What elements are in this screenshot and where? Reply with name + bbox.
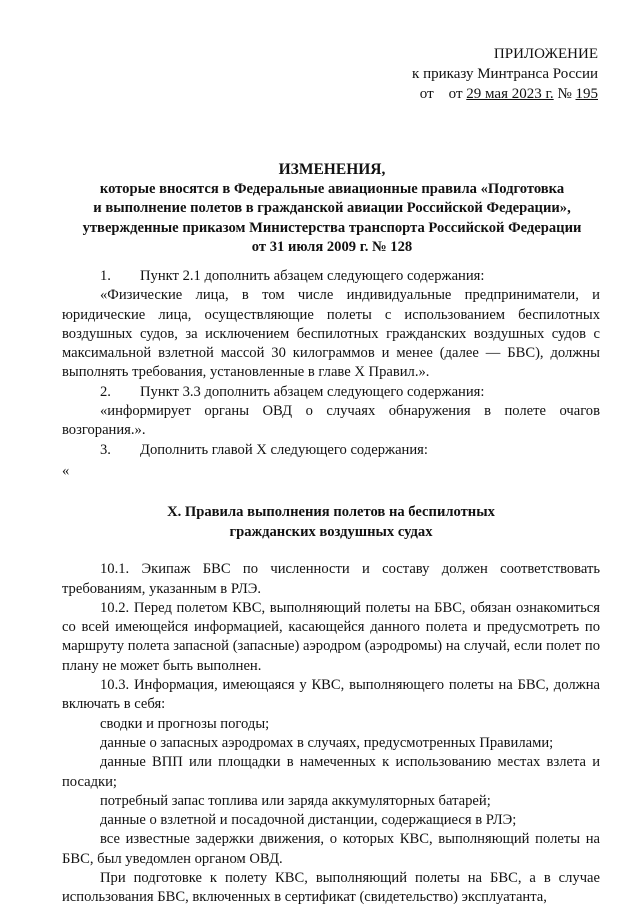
heading-line-3: утвержденные приказом Министерства транспорта Российской Федерации [82, 219, 582, 236]
item-3-text: Дополнить главой X следующего содержания: [140, 441, 428, 458]
order-number: 195 [575, 86, 598, 102]
section-title-line-2: гражданских воздушных судах [229, 523, 433, 540]
list-item: сводки и прогнозы погоды; [100, 715, 270, 732]
section-heading [62, 503, 600, 542]
appendix-date-line [412, 84, 598, 104]
list-item: данные ВПП или площадки в намеченных к использованию местах взлета и посадки; [62, 754, 600, 790]
document-body [62, 267, 600, 908]
item-2-quote: «информирует органы ОВД о случаях обнаружения в полете очагов возгорания.». [62, 403, 600, 439]
date-prefix: от [419, 86, 434, 102]
number-sign: № [557, 86, 572, 102]
date-from: от [448, 86, 463, 102]
heading-line-4: от 31 июля 2009 г. № 128 [251, 239, 413, 255]
document-heading [62, 160, 602, 258]
item-1-number: 1. [100, 268, 111, 284]
list-item: потребный запас топлива или заряда аккумуляторных батарей; [100, 792, 491, 809]
paragraph-preparation: При подготовке к полету КВС, выполняющий полеты на БВС, а в случае использования БВС, включенных в сертификат (свидетельство) эксплуатанта, [62, 870, 600, 906]
item-1-quote: «Физические лица, в том числе индивидуальные предприниматели, и юридические лица, осуществляющие полеты с использованием беспилотных воздушных судов, за исключением беспилотных гражданских воздушных судов с максимальной взлетной массой 30 килограммов и менее (далее — БВС), должны выполнять требования, установленные в главе X Правил.». [62, 287, 600, 381]
item-3 [62, 441, 600, 460]
section-title-line-1: X. Правила выполнения полетов на беспилотных [167, 504, 495, 521]
opening-quote: « [62, 462, 70, 479]
heading-line-2: и выполнение полетов в гражданской авиации Российской Федерации», [93, 200, 571, 216]
item-1 [62, 267, 600, 286]
appendix-order-line: к приказу Минтранса России [412, 66, 598, 82]
paragraph-10-1: 10.1. Экипаж БВС по численности и составу должен соответствовать требованиям, указанным в РЛЭ. [62, 561, 600, 597]
item-2-number: 2. [100, 383, 111, 400]
list-item: данные о запасных аэродромах в случаях, предусмотренных Правилами; [100, 734, 554, 751]
item-2 [62, 383, 600, 402]
list-item: данные о взлетной и посадочной дистанции, содержащиеся в РЛЭ; [100, 812, 517, 829]
heading-title: ИЗМЕНЕНИЯ, [278, 161, 386, 178]
appendix-title: ПРИЛОЖЕНИЕ [493, 46, 598, 62]
item-3-number: 3. [100, 441, 111, 458]
paragraph-10-2: 10.2. Перед полетом КВС, выполняющий полеты на БВС, обязан ознакомиться со всей имеющейся информацией, касающейся данного полета и предусмотреть по маршруту полета запасной (запасные) аэродром (аэродромы) на случай, если полет по плану не может быть выполнен. [62, 599, 600, 674]
item-1-text: Пункт 2.1 дополнить абзацем следующего содержания: [140, 268, 485, 284]
appendix-block [412, 44, 598, 104]
heading-line-1: которые вносятся в Федеральные авиационные правила «Подготовка [99, 180, 565, 197]
item-2-text: Пункт 3.3 дополнить абзацем следующего содержания: [140, 383, 485, 400]
order-date: 29 мая 2023 г. [466, 86, 554, 102]
list-item: все известные задержки движения, о которых КВС, выполняющий полеты на БВС, был уведомлен органом ОВД. [62, 831, 600, 867]
paragraph-10-3: 10.3. Информация, имеющаяся у КВС, выполняющего полеты на БВС, должна включать в себя: [62, 677, 600, 713]
